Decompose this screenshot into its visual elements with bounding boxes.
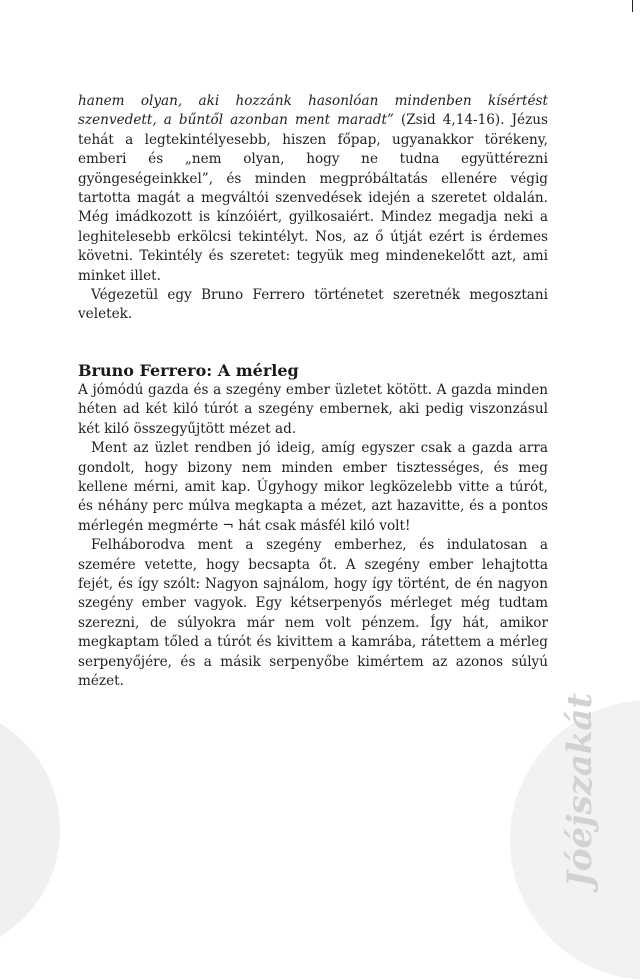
- story-heading: Bruno Ferrero: A mérleg: [78, 360, 299, 380]
- page-content: [78, 92, 548, 691]
- intro-paragraph: [78, 92, 548, 286]
- side-title: Jóéjszakát: [560, 692, 600, 888]
- bible-quote: hanem olyan, aki hozzánk hasonlóan mindenben kísértést szenvedett, a bűntől azonban ment maradt”: [78, 93, 548, 129]
- story-paragraph-3: Felháborodva ment a szegény emberhez, és indulatosan a szemére vetette, hogy becsapta őt. A szegény ember lehajtotta fejét, és így szólt: Nagyon sajnálom, hogy így történt, de én nagyon szegény ember vagyok. Egy kétserpenyős mérleget még tudtam szerezni, de súlyokra már nem volt pénzem. Így hát, amikor megkaptam tőled a túrót és kivittem a kamrába, rátettem a mérleg serpenyőjére, és a másik serpenyőbe kimértem az azonos súlyú mézet.: [78, 537, 548, 689]
- intro-text: (Zsid 4,14-16). Jézus tehát a legtekintélyesebb, hiszen főpap, ugyanakkor törékeny, emberi és „nem olyan, hogy ne tudna együttérezni gyöngeségeinkkel”, és minden megpróbáltatás ellenére végig tartotta magát a megváltói szenvedések idején a szeretet oldalán. Még imádkozott is kínzóiért, gyilkosaiért. Mindez megadja neki a leghitelesebb erkölcsi tekintélyt. Nos, az ő útját ezért is érdemes követni. Tekintély és szeretet: tegyük meg mindenekelőtt azt, ami minket illet.: [78, 112, 548, 284]
- closing-paragraph: Végezetül egy Bruno Ferrero történetet szeretnék megosztani veletek.: [78, 287, 548, 323]
- page-corner-mark: [632, 0, 633, 12]
- story-paragraph-1: A jómódú gazda és a szegény ember üzletet kötött. A gazda minden héten ad két kiló túrót a szegény embernek, aki pedig viszonzásul két kiló összegyűjtött mézet ad.: [78, 381, 548, 437]
- decorative-circle-left: [0, 705, 60, 955]
- story-paragraph-2: Ment az üzlet rendben jó ideig, amíg egyszer csak a gazda arra gondolt, hogy bizony nem minden ember tisztességes, és meg kellene mérni, amit kap. Úgyhogy mikor legközelebb vitte a túrót, és néhány perc múlva megkapta a mézet, azt hazavitte, és a pontos mérlegén megmérte ¬ hát csak másfél kiló volt!: [78, 440, 548, 534]
